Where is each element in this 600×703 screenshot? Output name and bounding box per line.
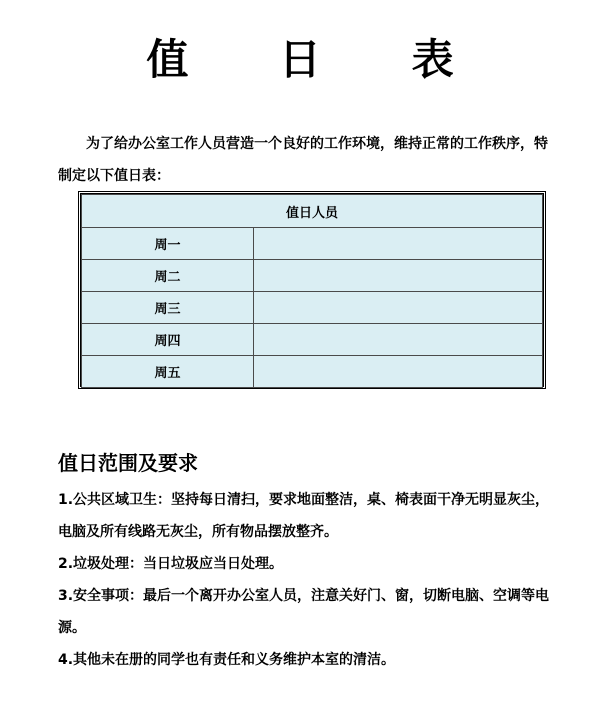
roster-row bbox=[82, 324, 543, 356]
duty-roster-table bbox=[78, 191, 546, 389]
roster-day: 周五 bbox=[82, 356, 254, 388]
intro-paragraph: 为了给办公室工作人员营造一个良好的工作环境，维持正常的工作秩序，特制定以下值日表： bbox=[58, 136, 548, 184]
requirements-list bbox=[58, 484, 558, 676]
roster-row bbox=[82, 228, 543, 260]
roster-row bbox=[82, 292, 543, 324]
requirements-heading: 值日范围及要求 bbox=[58, 451, 198, 475]
roster-person-cell bbox=[254, 260, 543, 292]
roster-person-cell bbox=[254, 356, 543, 388]
document-title: 值 日 表 bbox=[146, 35, 492, 84]
roster-day: 周三 bbox=[82, 292, 254, 324]
roster-row bbox=[82, 260, 543, 292]
requirement-item: 4.其他未在册的同学也有责任和义务维护本室的清洁。 bbox=[58, 652, 396, 668]
roster-person-cell bbox=[254, 228, 543, 260]
roster-header: 值日人员 bbox=[82, 195, 543, 228]
requirement-item: 2.垃圾处理：当日垃圾应当日处理。 bbox=[58, 556, 284, 572]
roster-day: 周四 bbox=[82, 324, 254, 356]
requirement-item: 1.公共区域卫生：坚持每日清扫，要求地面整洁，桌、椅表面干净无明显灰尘，电脑及所有线路无灰尘，所有物品摆放整齐。 bbox=[58, 492, 550, 540]
roster-row bbox=[82, 356, 543, 388]
requirement-item: 3.安全事项：最后一个离开办公室人员，注意关好门、窗，切断电脑、空调等电源。 bbox=[58, 588, 550, 636]
roster-person-cell bbox=[254, 324, 543, 356]
roster-header-row bbox=[82, 195, 543, 228]
roster-day: 周二 bbox=[82, 260, 254, 292]
roster-person-cell bbox=[254, 292, 543, 324]
roster-day: 周一 bbox=[82, 228, 254, 260]
